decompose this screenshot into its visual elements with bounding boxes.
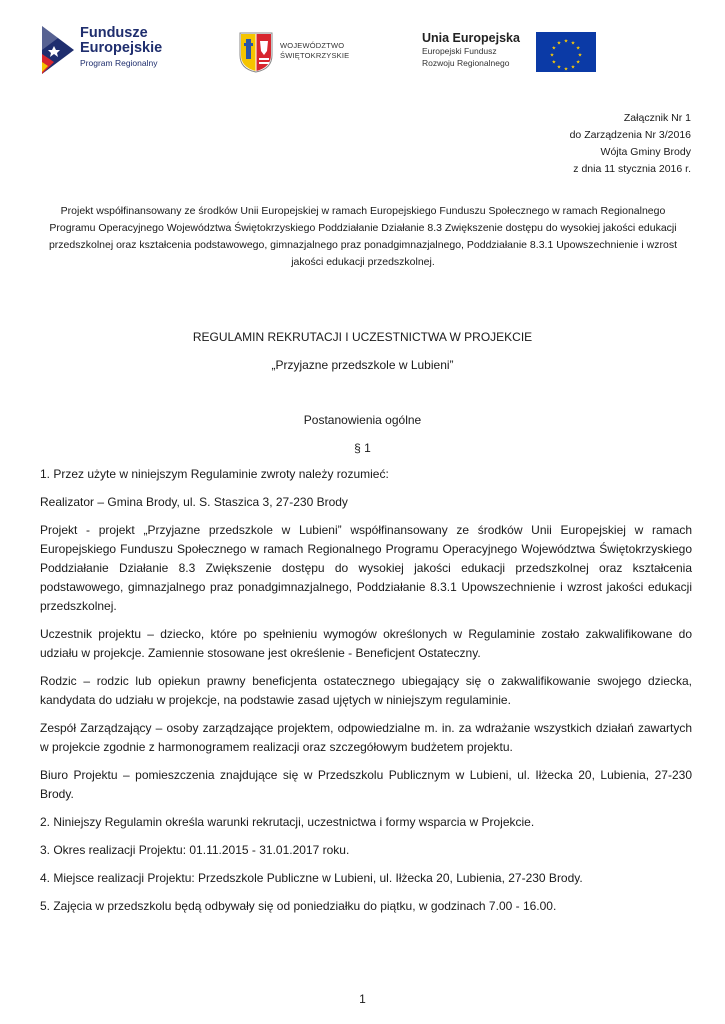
eu-fund-line2: Rozwoju Regionalnego — [422, 58, 510, 68]
region-name-line1: WOJEWÓDZTWO — [280, 41, 345, 50]
document-title: REGULAMIN REKRUTACJI I UCZESTNICTWA W PROJEKCIE — [192, 330, 533, 344]
logo-header — [0, 0, 725, 90]
svg-text:★: ★ — [575, 45, 581, 52]
fe-subtitle: Program Regionalny — [80, 58, 158, 68]
svg-text:★: ★ — [563, 66, 569, 72]
swietokrzyskie-logo — [238, 31, 368, 73]
eu-title: Unia Europejska — [422, 31, 520, 45]
project-name: „Przyjazne przedszkole w Lubieni” — [271, 358, 454, 372]
paragraph: Projekt - projekt „Przyjazne przedszkole w Lubieni” współfinansowany ze środków Unii Europejskiej w ramach Europejskiego Funduszu Społecznego w ramach Regionalnego Programu Operacyjnego Województwa Świętokrzyskiego Poddziałanie Działanie 8.3 Zwiększenie dostępu do wysokiej jakości edukacji przedszkolnej oraz kształcenia podstawowego, gimnazjalnego praz ponadgimnazjalnego, Poddziałanie 8.3.1 Upowszechnienie i wzrost jakości edukacji przedszkolnej. — [40, 523, 692, 613]
fundusze-europejskie-mark-icon — [40, 24, 76, 76]
annex-date: z dnia 11 stycznia 2016 r. — [573, 163, 691, 175]
cofinancing-note: Projekt współfinansowany ze środków Unii Europejskiej w ramach Europejskiego Funduszu Społecznego w ramach Regionalnego Programu Operacyjnego Województwa Świętokrzyskiego Poddziałanie Działanie 8.3 Zwiększenie dostępu do wysokiej jakości edukacji przedszkolnej oraz kształcenia podstawowego, gimnazjalnego praz ponadgimnazjalnego, Poddziałanie 8.3.1 Upowszechnienie i wzrost jakości edukacji przedszkolnej. — [48, 205, 678, 268]
paragraph: 4. Miejsce realizacji Projektu: Przedszkole Publiczne w Lubieni, ul. Iłżecka 20, Lubienia, 27-230 Brody. — [40, 871, 583, 885]
unia-europejska-logo — [422, 31, 598, 75]
paragraph: 5. Zajęcia w przedszkolu będą odbywały się od poniedziałku do piątku, w godzinach 7.00 - 16.00. — [40, 899, 557, 913]
paragraph-mark: § 1 — [354, 441, 371, 455]
paragraph: 3. Okres realizacji Projektu: 01.11.2015 - 31.01.2017 roku. — [40, 843, 350, 857]
paragraph: Biuro Projektu – pomieszczenia znajdujące się w Przedszkolu Publicznym w Lubieni, ul. Iłżecka 20, Lubienia, 27-230 Brody. — [40, 768, 692, 801]
svg-text:★: ★ — [577, 52, 583, 59]
paragraph: 2. Niniejszy Regulamin określa warunki rekrutacji, uczestnictwa i formy wsparcia w Projekcie. — [40, 815, 535, 829]
svg-text:★: ★ — [556, 64, 562, 71]
paragraph: Rodzic – rodzic lub opiekun prawny beneficjenta ostatecznego ubiegający się o zakwalifikowanie swojego dziecka, kandydata do udziału w projekcje, na podstawie zasad ujętych w niniejszym regulaminie. — [40, 674, 692, 707]
fundusze-europejskie-logo — [40, 24, 190, 78]
paragraph: Realizator – Gmina Brody, ul. S. Staszica 3, 27-230 Brody — [40, 495, 348, 509]
page-number: 1 — [359, 992, 366, 1006]
annex-order: do Zarządzenia Nr 3/2016 — [569, 129, 691, 141]
annex-authority: Wójta Gminy Brody — [600, 146, 691, 158]
fe-title-line2: Europejskie — [80, 40, 163, 56]
fe-title-line1: Fundusze — [80, 25, 148, 41]
region-crest-icon — [238, 31, 274, 73]
svg-text:★: ★ — [570, 64, 576, 71]
svg-text:★: ★ — [551, 59, 557, 66]
annex-number: Załącznik Nr 1 — [623, 112, 691, 124]
paragraph: Zespół Zarządzający – osoby zarządzające projektem, odpowiedzialne m. in. za wdrażanie wszystkich działań zawartych w projekcie zgodnie z harmonogramem realizacji oraz szczegółowym budżetem projektu. — [40, 721, 692, 754]
svg-text:★: ★ — [563, 38, 569, 45]
region-name-line2: ŚWIĘTOKRZYSKIE — [280, 51, 350, 60]
svg-text:★: ★ — [570, 40, 576, 47]
svg-text:★: ★ — [551, 45, 557, 52]
eu-flag-icon — [536, 32, 596, 72]
section-title: Postanowienia ogólne — [303, 413, 422, 427]
svg-text:★: ★ — [549, 52, 555, 59]
svg-text:★: ★ — [556, 40, 562, 47]
svg-text:★: ★ — [575, 59, 581, 66]
paragraph: Uczestnik projektu – dziecko, które po spełnieniu wymogów określonych w Regulaminie zostało zakwalifikowane do udziału w projekcje. Zamiennie stosowane jest określenie - Beneficjent Ostateczny. — [40, 627, 692, 660]
document-body — [40, 465, 692, 925]
eu-fund-line1: Europejski Fundusz — [422, 46, 497, 56]
annex-reference — [570, 110, 691, 178]
paragraph: 1. Przez użyte w niniejszym Regulaminie zwroty należy rozumieć: — [40, 467, 389, 481]
